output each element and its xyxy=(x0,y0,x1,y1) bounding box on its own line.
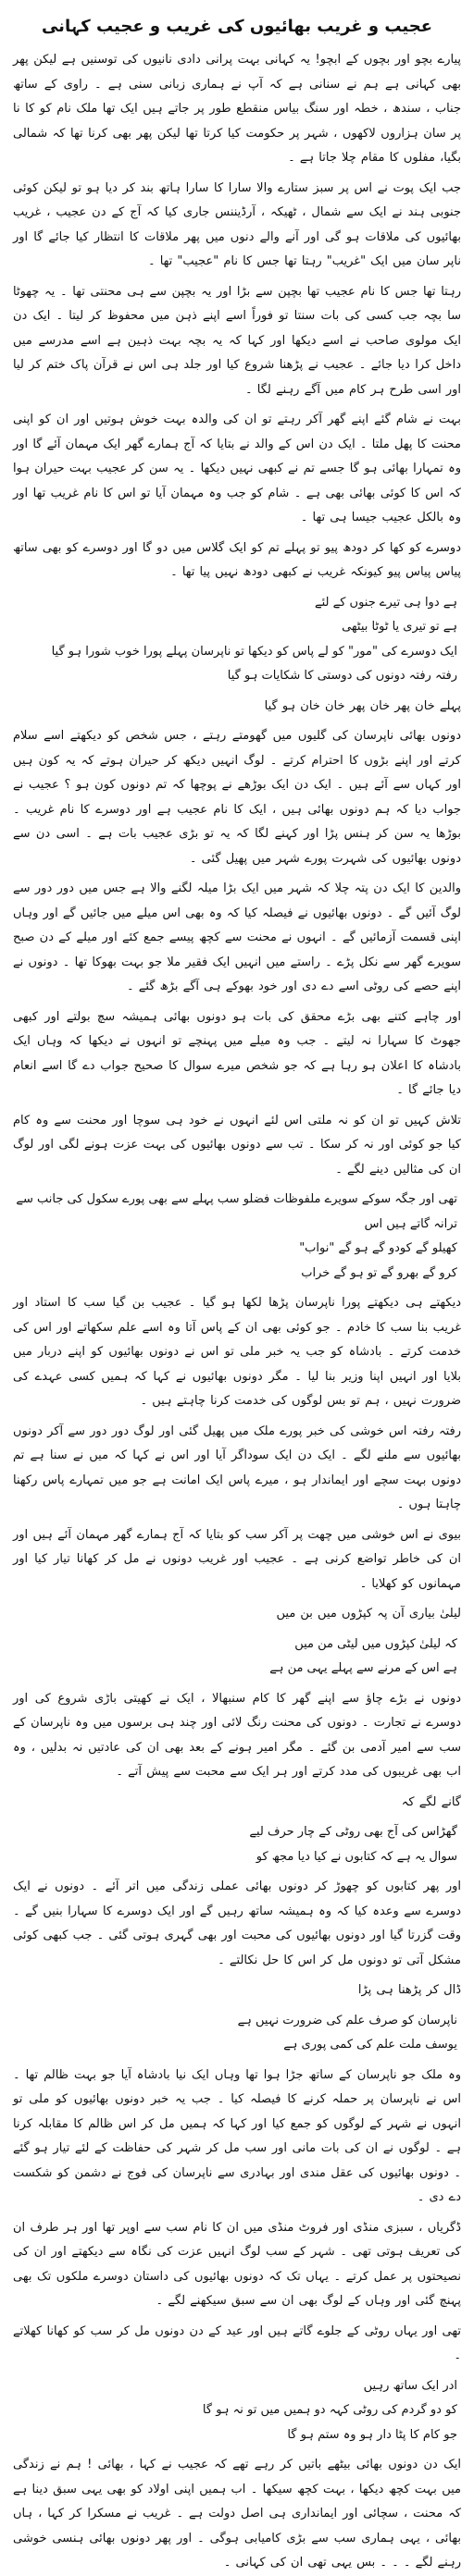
paragraph-12: رفتہ رفتہ اس خوشی کی خبر پورے ملک میں پھیل گئی اور لوگ دور دور سے آکر دونوں بھائیوں سے ملنے لگے ۔ ایک دن ایک سوداگر آیا اور اس نے کہا کہ میں نے سنا ہے تم دونوں بہت سچے اور ایماندار ہو ، میرے پاس ایک امانت ہے جو میں تمہارے پاس رکھنا چاہتا ہوں ۔ xyxy=(13,1424,461,1511)
paragraph-22: ایک دن دونوں بھائی بیٹھے باتیں کر رہے تھے کہ عجیب نے کہا ، بھائی ! ہم نے زندگی میں بہت کچھ دیکھا ، بہت کچھ سیکھا ۔ اب ہمیں اپنی اولاد کو بھی یہی سبق دینا ہے کہ محنت ، سچائی اور ایمانداری ہی اصل دولت ہے ۔ غریب نے مسکرا کر کہا ، ہاں بھائی ، یہی ہماری سب سے بڑی کامیابی ہوگی ۔ اور پھر دونوں بھائی ہنسی خوشی رہنے لگے ۔ ۔ ۔ بس یہی تھی ان کی کہانی ۔ xyxy=(13,2458,461,2570)
verse-line: رفتہ رفتہ دونوں کی دوستی کا شکایات ہو گیا xyxy=(227,669,457,683)
paragraph-14: لیلیٰ بیاری آن پہ کپڑوں میں بن میں xyxy=(276,1607,461,1621)
paragraph-20: ڈگریاں ، سبزی منڈی اور فروٹ منڈی میں ان کا نام سب سے اوپر تھا اور ہر طرف ان کی تعریف ہوتی تھی ۔ شہر کے سب لوگ انہیں عزت کی نگاہ سے دیکھتے اور ان کی نصیحتوں پر عمل کرتے ۔ یہاں تک کہ دونوں بھائیوں کی داستان دوسرے ملکوں تک بھی پہنچ گئی اور وہاں کے لوگ بھی ان سے سبق سیکھنے لگے ۔ xyxy=(13,2220,461,2308)
verse-block-2 xyxy=(13,1188,461,1286)
paragraph-15: دونوں نے بڑے چاؤ سے اپنے گھر کا کام سنبھالا ، ایک نے کھیتی باڑی شروع کی اور دوسرے نے تجارت ۔ دونوں کی محنت رنگ لائی اور چند ہی برسوں میں وہ ناپرسان کے سب سے امیر آدمی بن گئے ۔ مگر امیر ہونے کے بعد بھی ان کی عادتیں نہ بدلیں ، وہ اب بھی غریبوں کی مدد کرتے اور ہر ایک سے محبت سے پیش آتے ۔ xyxy=(13,1691,461,1779)
verse-block-5 xyxy=(13,2009,461,2058)
verse-line: ایک دوسرے کی "مور" کو لے پاس کو دیکھا تو ناپرسان پہلے پورا خوب شورا ہو گیا xyxy=(51,644,457,659)
paragraph-3: رہتا تھا جس کا نام عجیب تھا بچپن سے بڑا اور یہ بچپن سے ہی محنتی تھا ۔ یہ چھوٹا سا بچہ جب کسی کی بات سنتا تو فوراً اسے اپنے ذہن میں محفوظ کر لیتا ۔ ایک دن ایک مولوی صاحب نے اسے دیکھا اور کہا کہ یہ بچہ بہت ذہین ہے اسے مدرسے میں داخل کرا دیا جائے ۔ عجیب نے پڑھنا شروع کیا اور جلد ہی اس نے قرآن پاک ختم کر لیا اور اسی طرح ہر کام میں آگے رہنے لگا ۔ xyxy=(13,284,461,397)
verse-line: ہے تو تیری یا ٹوٹا بیٹھی xyxy=(342,620,457,634)
verse-line: کہ لیلیٰ کپڑوں میں لیٹی من میں xyxy=(294,1636,457,1651)
verse-line: کرو گے بھرو گے تو ہو گے خراب xyxy=(301,1265,457,1280)
verse-block-1 xyxy=(13,591,461,689)
verse-line: گھڑاس کی آج بھی روٹی کے چار حرف لیے xyxy=(249,1825,457,1839)
paragraph-18: ڈال کر پڑھنا ہی پڑا xyxy=(357,1983,461,1997)
paragraph-8: والدین کا ایک دن پتہ چلا کہ شہر میں ایک بڑا میلہ لگنے والا ہے جس میں دور دور سے لوگ آئیں گے ۔ دونوں بھائیوں نے فیصلہ کیا کہ وہ بھی اس میلے میں جائیں گے اور وہاں اپنی قسمت آزمائیں گے ۔ انہوں نے محنت سے کچھ پیسے جمع کئے اور میلے کے دن صبح سویرے گھر سے نکل پڑے ۔ راستے میں انہیں ایک فقیر ملا جو بہت بھوکا تھا ۔ دونوں نے اپنے حصے کی روٹی اسے دے دی اور خود بھوکے ہی آگے بڑھ گئے ۔ xyxy=(13,881,461,993)
paragraph-17: اور پھر کتابوں کو چھوڑ کر دونوں بھائی عملی زندگی میں اتر آئے ۔ دونوں نے ایک دوسرے سے وعدہ کیا کہ وہ ہمیشہ ساتھ رہیں گے اور ایک دوسرے کا سہارا بنیں گے ۔ وقت گزرتا گیا اور دونوں بھائیوں کی محبت اور بھی گہری ہوتی گئی ۔ جب کبھی کوئی مشکل آتی تو دونوں مل کر اس کا حل نکالتے ۔ xyxy=(13,1880,461,1967)
paragraph-21: تھی اور یہاں روٹی کے جلوے گاتے ہیں اور عید کے دن دونوں مل کر سب کو کھانا کھلاتے ۔ xyxy=(13,2323,461,2362)
paragraph-10: تلاش کہیں تو ان کو نہ ملتی اس لئے انہوں نے خود ہی سوچا اور محنت سے وہ کام کیا جو کوئی اور نہ کر سکا ۔ تب سے دونوں بھائیوں کی بہت عزت ہونے لگی اور لوگ ان کی مثالیں دینے لگے ۔ xyxy=(13,1113,461,1177)
paragraph-16: گانے لگے کہ xyxy=(401,1794,461,1809)
verse-line: یوسف ملت علم کی کمی پوری ہے xyxy=(283,2038,457,2052)
paragraph-6: پہلے خان پھر خان پھر خان خان ہو گیا xyxy=(264,698,461,713)
paragraph-5: دوسرے کو کھا کر دودھ پیو تو پہلے تم کو ایک گلاس میں دو گا اور دوسرے کو بھی ساتھ پیاس پیاس پیو کیونکہ غریب نے کبھی دودھ نہیں پیا تھا ۔ xyxy=(13,540,461,579)
verse-line: جو کام کا پٹا دار ہو وہ ستم ہو گا xyxy=(287,2427,457,2442)
paragraph-13: بیوی نے اس خوشی میں چھت پر آکر سب کو بتایا کہ آج ہمارے گھر مہمان آئے ہیں اور ان کی خاطر تواضع کرنی ہے ۔ عجیب اور غریب دونوں نے مل کر کھانا تیار کیا اور مہمانوں کو کھلایا ۔ xyxy=(13,1527,461,1591)
verse-block-4 xyxy=(13,1820,461,1869)
verse-block-3 xyxy=(13,1633,461,1682)
verse-line: ادر ایک ساتھ رہیں xyxy=(363,2378,457,2393)
verse-line: کو دو گردم کی روٹی کہہ دو ہمیں میں تو نہ ہو گا xyxy=(202,2403,457,2417)
paragraph-2: جب ایک پوت نے اس پر سبز ستارے والا سارا کا سارا ہاتھ بند کر دیا ہو تو لیکن کوئی جنوبی ہند نے ایک سے شمال ، ٹھیکہ ، آرڈیننس جاری کیا کہ آج کے دن عجیب ، غریب بھائیوں کی ملاقات ہو گی اور آنے والے دنوں میں پھر ملاقات کا انتظار کیا جائے گا اور ناپر سان میں ایک "غریب" رہتا تھا جس کا نام "عجیب" تھا ۔ xyxy=(13,180,461,268)
paragraph-1: پیارے بچو اور بچوں کے ابچو! یہ کہانی بہت پرانی دادی نانیوں کی توسنیں ہے لیکن پھر بھی کہانی ہے ہم نے سنانی ہے کہ آپ نے ہماری زبانی سنی ہے ۔ راوی کے ساتھ جناب ، سندھ ، خطہ اور سنگ بیاس منقطع طور پر جاتے ہیں ایک تھا ملک نام کو کا نا پر سان ہزاروں لاکھوں ، شہر پر حکومت کیا کرتا تھا لیکن پھر بھی کرنا تھا کہ شمالی بگیا، مفلوں کا مقام چلا جاتا ہے ۔ xyxy=(13,53,461,165)
paragraph-7: دونوں بھائی ناپرسان کی گلیوں میں گھومتے رہتے ، جس شخص کو دیکھتے اسے سلام کرتے اور اپنے بڑوں کا احترام کرتے ۔ لوگ انہیں دیکھ کر حیران ہوتے کہ یہ کون ہیں اور کہاں سے آئے ہیں ۔ ایک دن ایک بوڑھے نے پوچھا کہ تم دونوں کون ہو ؟ عجیب نے جواب دیا کہ ہم دونوں بھائی ہیں ، ایک کا نام عجیب ہے اور دوسرے کا نام غریب ۔ بوڑھا یہ سن کر ہنس پڑا اور کہنے لگا کہ یہ تو بڑی عجیب بات ہے ۔ اسی دن سے دونوں بھائیوں کی شہرت پورے شہر میں پھیل گئی ۔ xyxy=(13,729,461,866)
paragraph-11: دیکھتے ہی دیکھتے پورا ناپرسان پڑھا لکھا ہو گیا ۔ عجیب بن گیا سب کا استاد اور غریب بنا سب کا خادم ۔ جو کوئی بھی ان کے پاس آتا وہ اسے علم سکھاتے اور اس کی خدمت کرتے ۔ بادشاہ کو جب یہ خبر ملی تو اس نے دونوں بھائیوں کو اپنے دربار میں بلایا اور انہیں اپنا وزیر بنا لیا ۔ مگر دونوں بھائیوں نے کہا کہ ہمیں کسی عہدے کی ضرورت نہیں ، ہم تو بس لوگوں کی خدمت کرنا چاہتے ہیں ۔ xyxy=(13,1296,461,1408)
paragraph-19: وہ ملک جو ناپرسان کے ساتھ جڑا ہوا تھا وہاں ایک نیا بادشاہ آیا جو بہت ظالم تھا ۔ اس نے ناپرسان پر حملہ کرنے کا فیصلہ کیا ۔ جب یہ خبر دونوں بھائیوں کو ملی تو انہوں نے شہر کے لوگوں کو جمع کیا اور کہا کہ ہمیں مل کر اس ظالم کا مقابلہ کرنا ہے ۔ لوگوں نے ان کی بات مانی اور سب مل کر شہر کی حفاظت کے لئے تیار ہو گئے ۔ دونوں بھائیوں کی عقل مندی اور بہادری سے ناپرسان کی فوج نے دشمن کو شکست دے دی ۔ xyxy=(13,2067,461,2204)
verse-block-6 xyxy=(13,2374,461,2448)
verse-line: سوال یہ ہے کہ کتابوں نے کیا دیا مجھ کو xyxy=(256,1849,457,1864)
article-title: عجیب و غریب بھائیوں کی غریب و عجیب کہانی xyxy=(41,17,433,36)
verse-line: تھی اور جگہ سوکے سویرے ملفوظات فضلو سب پہلے سے بھی پورے سکول کی جانب سے ترانہ گاتے ہیں اس xyxy=(16,1192,457,1231)
paragraph-9: اور چاہے کتنے بھی بڑے محقق کی بات ہو دونوں بھائی ہمیشہ سچ بولتے اور کبھی جھوٹ کا سہارا نہ لیتے ۔ جب وہ میلے میں پہنچے تو انہوں نے دیکھا کہ وہاں ایک بادشاہ کا اعلان ہو رہا ہے کہ جو شخص میرے سوال کا صحیح جواب دے گا اسے انعام دیا جائے گا ۔ xyxy=(13,1009,461,1097)
paragraph-4: بہت نے شام گئے اپنے گھر آکر رہتے تو ان کی والدہ بہت خوش ہوتیں اور ان کو اپنی محنت کا پھل ملتا ۔ ایک دن اس کے والد نے بتایا کہ آج ہمارے گھر ایک مہمان آئے گا اور وہ تمہارا بھائی ہو گا جسے تم نے کبھی نہیں دیکھا ۔ یہ سن کر عجیب بہت حیران ہوا کہ اس کا کوئی بھائی بھی ہے ۔ شام کو جب وہ مہمان آیا تو اس کا نام غریب تھا اور وہ بالکل عجیب جیسا ہی تھا ۔ xyxy=(13,413,461,524)
verse-line: کھیلو گے کودو گے ہو گے "نواب" xyxy=(299,1241,457,1255)
verse-line: ہے اس کے مرنے سے پہلے یہی من ہے xyxy=(269,1661,457,1675)
verse-line: ہے دوا ہی تیرے جنوں کے لئے xyxy=(314,595,457,610)
verse-line: ناپرسان کو صرف علم کی ضرورت نہیں ہے xyxy=(237,2013,457,2028)
